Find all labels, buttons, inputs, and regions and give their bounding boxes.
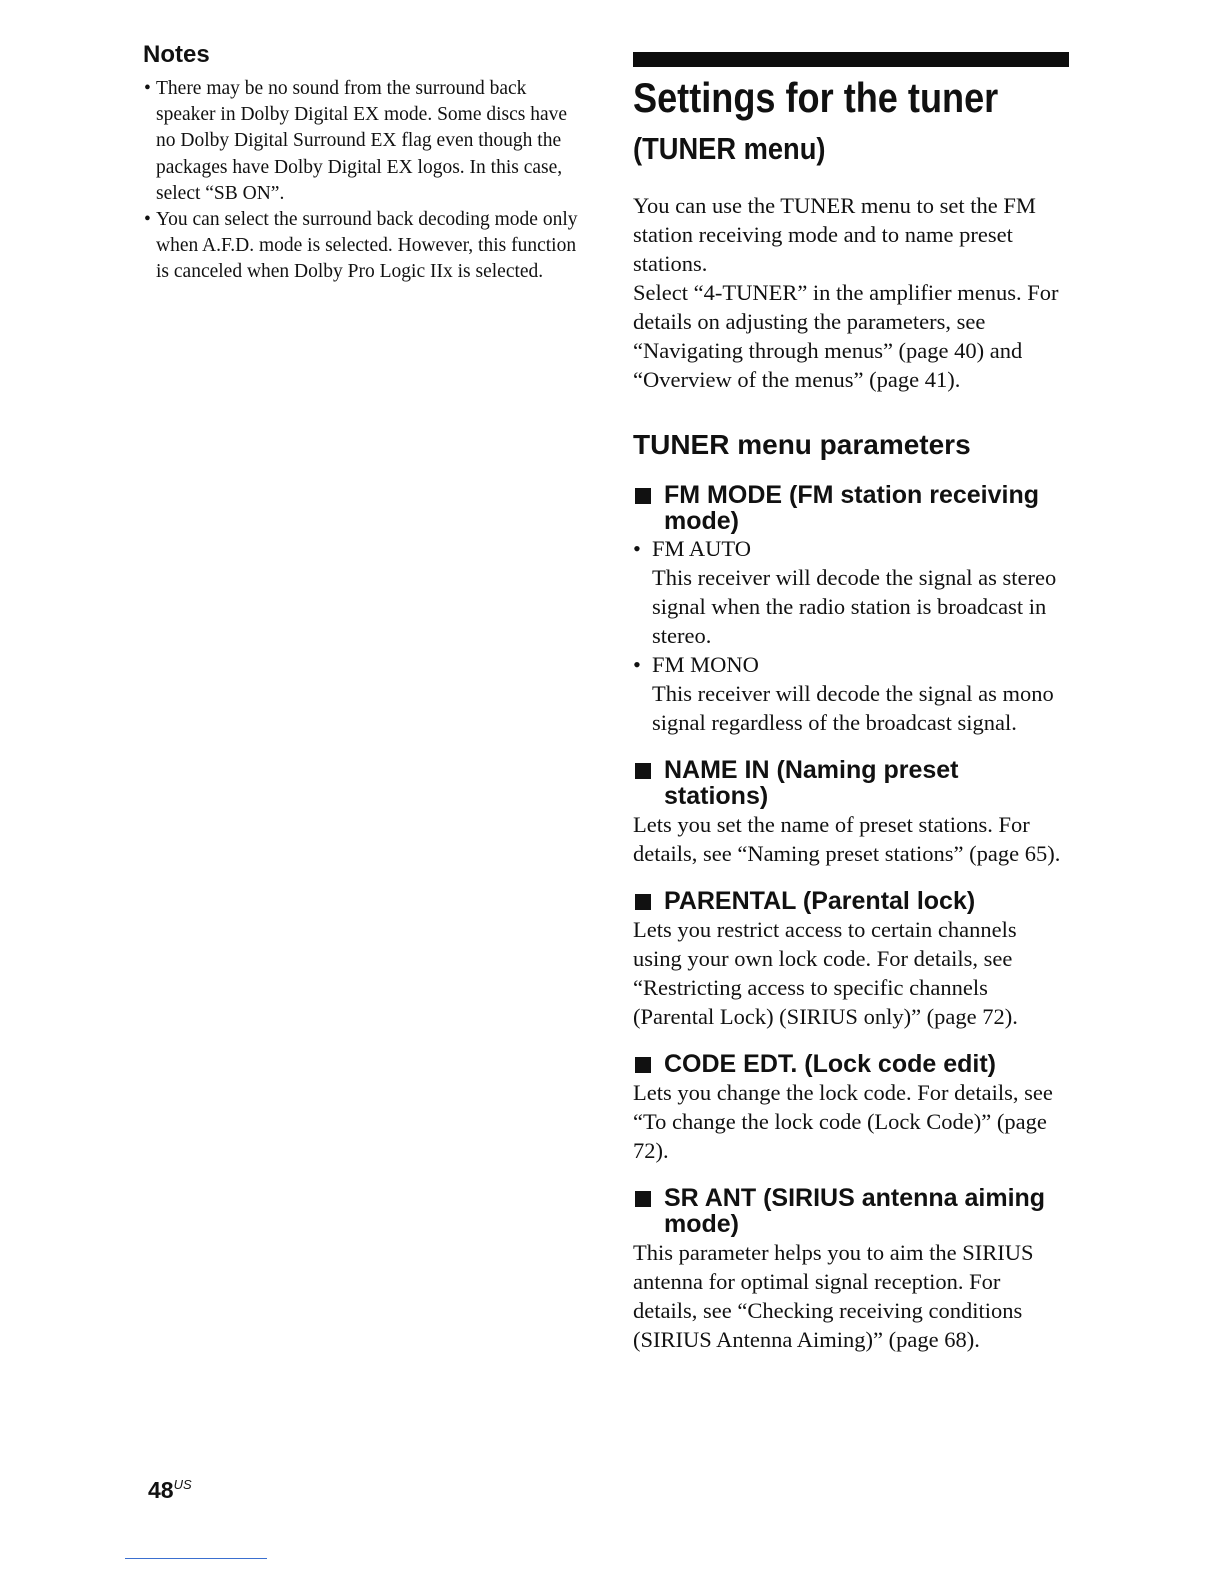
- footer-rule: [125, 1558, 267, 1559]
- note-item: • There may be no sound from the surround back speaker in Dolby Digital EX mode. Some discs have no Dolby Digital Surround EX flag even though the packages have Dolby Digital EX logos. In this case, select “SB ON”.: [143, 76, 583, 207]
- option-description: This receiver will decode the signal as mono signal regardless of the broadcast signal.: [652, 681, 1054, 735]
- page-subtitle: (TUNER menu): [633, 131, 826, 166]
- notes-title: Notes: [143, 41, 210, 68]
- param-title: [633, 1051, 1069, 1077]
- select-instructions: Select “4-TUNER” in the amplifier menus. For details on adjusting the parameters, see “Navigating through menus” (page 40) and “Overview of the menus” (page 41).: [633, 280, 1059, 392]
- param-body: This parameter helps you to aim the SIRIUS antenna for optimal signal reception. For details, see “Checking receiving conditions (SIRIUS Antenna Aiming)” (page 68).: [633, 1240, 1034, 1352]
- intro-text: You can use the TUNER menu to set the FM station receiving mode and to name preset stations.: [633, 193, 1036, 276]
- square-bullet-icon: [635, 488, 651, 504]
- option-name: • FM AUTO: [633, 534, 1069, 563]
- tuner-section: [633, 52, 1069, 1354]
- param-title-text: PARENTAL (Parental lock): [664, 887, 976, 915]
- option-description: This receiver will decode the signal as stereo signal when the radio station is broadcast in stereo.: [652, 565, 1057, 648]
- notes-list: [143, 76, 583, 286]
- param-title-text: NAME IN (Naming preset stations): [664, 756, 959, 810]
- square-bullet-icon: [635, 1057, 651, 1073]
- page-number: [148, 1472, 192, 1503]
- param-body: Lets you restrict access to certain channels using your own lock code. For details, see “Restricting access to specific channels (Parental Lock) (SIRIUS only)” (page 72).: [633, 917, 1018, 1029]
- param-title-text: FM MODE (FM station receiving mode): [664, 481, 1040, 535]
- param-title: [633, 888, 1069, 914]
- param-code-edt: [633, 1051, 1069, 1165]
- page-number-suffix: US: [173, 1477, 192, 1492]
- section-rule: [633, 52, 1069, 67]
- param-body: Lets you set the name of preset stations. For details, see “Naming preset stations” (page 65).: [633, 812, 1061, 866]
- option-name: • FM MONO: [633, 650, 1069, 679]
- param-title: [633, 1185, 1069, 1237]
- square-bullet-icon: [635, 763, 651, 779]
- page-title: Settings for the tuner: [633, 74, 999, 121]
- param-fm-mode: [633, 482, 1069, 737]
- param-title-text: SR ANT (SIRIUS antenna aiming mode): [664, 1184, 1046, 1238]
- page-number-value: 48: [148, 1477, 174, 1503]
- parameters-heading: TUNER menu parameters: [633, 429, 971, 460]
- param-name-in: [633, 757, 1069, 868]
- param-title: [633, 482, 1069, 534]
- param-body: Lets you change the lock code. For details, see “To change the lock code (Lock Code)” (page 72).: [633, 1080, 1053, 1163]
- notes-box: [143, 40, 583, 286]
- param-sr-ant: [633, 1185, 1069, 1354]
- square-bullet-icon: [635, 894, 651, 910]
- note-item: • You can select the surround back decoding mode only when A.F.D. mode is selected. However, this function is canceled when Dolby Pro Logic IIx is selected.: [143, 207, 583, 286]
- square-bullet-icon: [635, 1191, 651, 1207]
- param-parental: [633, 888, 1069, 1031]
- param-title-text: CODE EDT. (Lock code edit): [664, 1050, 996, 1078]
- param-title: [633, 757, 1069, 809]
